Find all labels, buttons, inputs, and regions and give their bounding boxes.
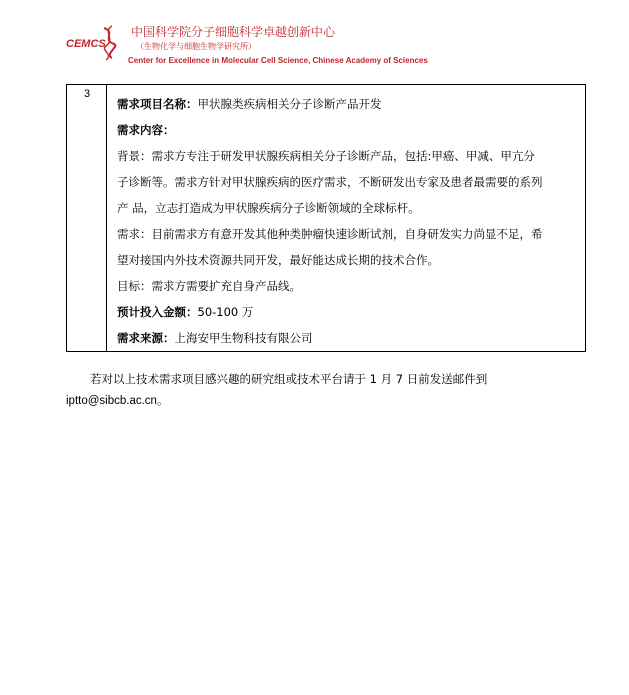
page-header [66,18,486,68]
source-label: 需求来源： [117,331,175,345]
source-value: 上海安甲生物科技有限公司 [174,331,313,345]
demand-content [117,91,579,351]
cemcs-logo [66,24,122,62]
demand-line-1: 需求：目前需求方有意开发其他种类肿瘤快速诊断试剂，自身研发实力尚显不足，希 [117,227,543,241]
row-number: 3 [84,88,91,100]
logo-text: CEMCS [66,38,106,50]
demand-line-2: 望对接国内外技术资源共同开发，最好能达成长期的技术合作。 [117,253,439,267]
investment-value: 50-100 万 [197,305,254,319]
goal-line: 目标：需求方需要扩充自身产品线。 [117,279,301,293]
dna-swirl-icon [100,24,120,62]
contact-note: 若对以上技术需求项目感兴趣的研究组或技术平台请于 1 月 7 日前发送邮件到 [90,372,488,386]
background-line-3: 产 品，立志打造成为甲状腺疾病分子诊断领域的全球标杆。 [117,201,420,215]
content-label: 需求内容： [117,123,175,137]
project-name: 甲状腺类疾病相关分子诊断产品开发 [197,97,382,111]
source-line [117,325,579,351]
institute-subname: （生物化学与细胞生物学研究所） [136,42,256,51]
background-line-1: 背景：需求方专注于研发甲状腺疾病相关分子诊断产品，包括:甲癌、甲减、甲亢分 [117,149,535,163]
investment-line [117,299,579,325]
project-label: 需求项目名称： [117,97,198,111]
contact-email[interactable]: iptto@sibcb.ac.cn。 [66,395,169,407]
background-line-2: 子诊断等。需求方针对甲状腺疾病的医疗需求，不断研发出专家及患者最需要的系列 [117,175,543,189]
project-name-line [117,91,579,117]
demand-table [66,84,586,352]
number-column [67,85,107,351]
investment-label: 预计投入金额： [117,305,198,319]
institute-name-cn: 中国科学院分子细胞科学卓越创新中心 [131,25,336,39]
institute-name-en: Center for Excellence in Molecular Cell Science, Chinese Academy of Sciences [128,56,428,65]
